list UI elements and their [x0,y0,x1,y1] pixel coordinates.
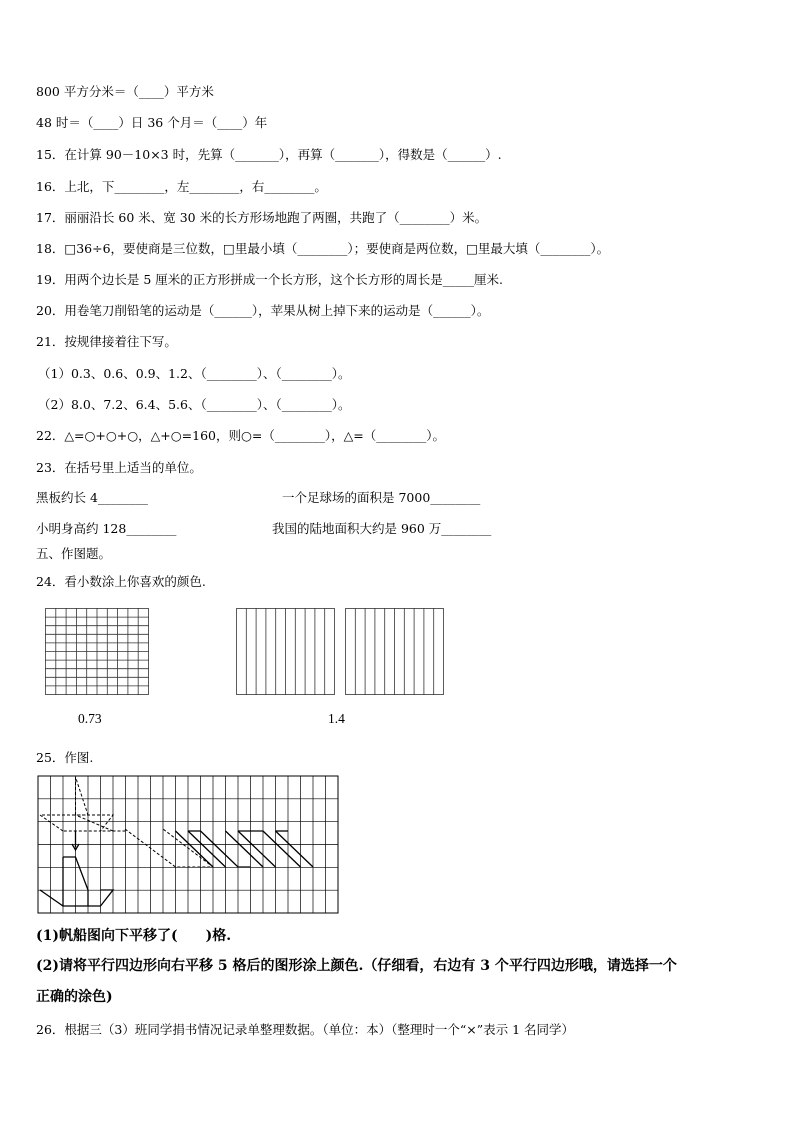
figure-24-label-b: 1.4 [328,711,345,726]
question-25: 25．作图. [36,750,94,765]
figure-24-label-a: 0.73 [78,711,102,726]
question-15: 15．在计算 90－10×3 时，先算（_______），再算（_______），得数是（______）. [36,147,502,162]
figure-24-strips-right [345,608,445,696]
question-23-height: 小明身高约 128________ [36,521,177,536]
question-18: 18．□36÷6，要使商是三位数，□里最小填（________）；要使商是两位数，□里最大填（________）。 [36,241,610,256]
section-5-heading: 五、作图题。 [36,546,112,561]
question-23-blackboard: 黑板约长 4________ [36,490,148,505]
question-17: 17．丽丽沿长 60 米、宽 30 米的长方形场地跑了两圈，共跑了（________）米。 [36,210,488,225]
question-25-part-1: (1)帆船图向下平移了( )格. [36,928,232,944]
question-26: 26．根据三（3）班同学捐书情况记录单整理数据。（单位：本）（整理时一个“×”表示 1 名同学） [36,1022,575,1037]
figure-24-grid-100 [45,608,151,696]
question-22: 22．△=○+○+○，△+○=160，则○=（________），△=（________）。 [36,428,445,443]
question-21-part-2: （2）8.0、7.2、6.4、5.6、（________）、（________）。 [38,397,351,412]
question-23-football-field: 一个足球场的面积是 7000________ [282,490,481,505]
question-23-land-area: 我国的陆地面积大约是 960 万________ [272,521,492,536]
question-23: 23．在括号里上适当的单位。 [36,460,202,475]
question-21: 21．按规律接着往下写。 [36,334,177,349]
question-19: 19．用两个边长是 5 厘米的正方形拼成一个长方形，这个长方形的周长是_____厘米. [36,272,504,287]
question-16: 16．上北，下________，左________，右________。 [36,179,327,194]
figure-25-grid [37,775,341,915]
question-25-part-2-line-1: (2)请将平行四边形向右平移 5 格后的图形涂上颜色.（仔细看，右边有 3 个平行四边形哦，请选择一个 [36,958,677,974]
question-21-part-1: （1）0.3、0.6、0.9、1.2、（________）、（________）。 [38,366,351,381]
question-24: 24．看小数涂上你喜欢的颜色. [36,574,206,589]
question-20: 20．用卷笔刀削铅笔的运动是（______），苹果从树上掉下来的运动是（______）。 [36,303,490,318]
question-25-part-2-line-2: 正确的涂色) [36,989,113,1005]
figure-24-strips-left [236,608,336,696]
line-unit-conversion-1: 800 平方分米＝（____）平方米 [36,84,214,99]
line-unit-conversion-2: 48 时＝（____）日 36 个月＝（____）年 [36,115,268,130]
